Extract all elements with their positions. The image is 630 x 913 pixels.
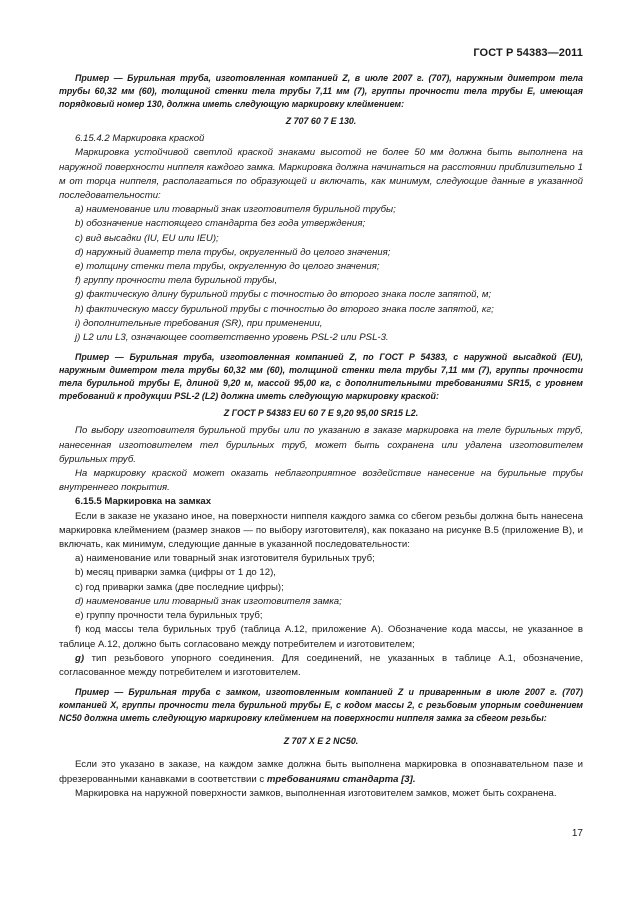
- list-item: g) фактическую длину бурильной трубы с точностью до второго знака после запятой, м;: [75, 289, 492, 301]
- list-item: c) вид высадки (IU, EU или IEU);: [75, 232, 219, 244]
- list-item: h) фактическую массу бурильной трубы с точностью до второго знака после запятой, кг;: [75, 303, 494, 315]
- example-3-marking: Z 707 X E 2 NC50.: [283, 736, 359, 747]
- example-1: Пример — Бурильная труба, изготовленная компанией Z, в июле 2007 г. (707), наружным диметром тела трубы 60,32 мм (60), толщиной стенки тела трубы 7,11 мм (7), группы прочности тела трубы E, имеющая порядковый номер 130, должна иметь следующую маркировку клеймением:: [59, 73, 583, 109]
- paragraph-identification-text: Если это указано в заказе, на каждом замке должна быть выполнена маркировка в опознавательном пазе и фрезерованными канавками в соответствии с: [59, 759, 583, 785]
- page-body: [59, 72, 583, 801]
- section-6-15-5-title: 6.15.5 Маркировка на замках: [75, 496, 212, 508]
- list-item: a) наименование или товарный знак изготовителя бурильных труб;: [75, 553, 375, 565]
- list-item-g: [59, 652, 583, 680]
- example-2: Пример — Бурильная труба, изготовленная компанией Z, по ГОСТ Р 54383, с наружной высадкой (EU), наружным диметром тела трубы 60,32 мм (60), толщиной стенки тела трубы 7,11 мм (7), группы прочности тела бурильной трубы E, длиной 9,20 м, массой 95,00 кг, с дополнительными требованиями SR15, с уровнем требований к продукции PSL-2 (L2) должна иметь следующую маркировку краской:: [59, 352, 583, 402]
- section-6-15-5-intro: Если в заказе не указано иное, на поверхности ниппеля каждого замка со сбегом резьбы должна быть нанесена маркировка клеймением (размер знаков — по выбору изготовителя), как показано на рисунке В.5 (приложение В), и включать, как минимум, следующие данные в указанной последовательности:: [59, 510, 583, 551]
- list-item: f) код массы тела бурильных труб (таблица А.12, приложение А). Обозначение кода массы, не указанное в таблице А.12, должно быть согласовано между потребителем и изготовителем;: [59, 624, 583, 650]
- list-item: d) наружный диаметр тела трубы, округленный до целого значения;: [75, 246, 391, 258]
- example-1-marking: Z 707 60 7 E 130.: [285, 116, 357, 126]
- list-item: f) группу прочности тела бурильной трубы,: [75, 275, 278, 287]
- list-item: e) толщину стенки тела трубы, округленную до целого значения;: [75, 261, 380, 273]
- list-item-g-lead: g): [75, 652, 85, 664]
- example-3: Пример — Бурильная труба с замком, изготовленным компанией Z и приваренным в июле 2007 г. (707) компанией X, группы прочности тела бурильной трубы E, с кодом массы 2, с резьбовым упорным соединением NC50 должна иметь следующую маркировку клеймением на поверхности ниппеля замка за сбегом резьбы:: [59, 687, 583, 724]
- list-item: c) год приварки замка (две последние цифры);: [75, 581, 284, 593]
- paragraph-choice: По выбору изготовителя бурильной трубы или по указанию в заказе маркировка на теле бурильных труб, нанесенная изготовителем тел бурильных труб, может быть сохранена или удалена изготовителем бурильных труб.: [59, 425, 583, 465]
- page-number: 17: [571, 828, 583, 839]
- list-item: i) дополнительные требования (SR), при применении,: [75, 317, 323, 329]
- standard-reference: требованиями стандарта [3].: [266, 773, 416, 785]
- section-6-15-4-2-title: 6.15.4.2 Маркировка краской: [75, 133, 205, 145]
- list-item: d) наименование или товарный знак изготовителя замка;: [75, 595, 342, 607]
- list-item: b) обозначение настоящего стандарта без года утверждения;: [75, 218, 366, 230]
- paragraph-paint: На маркировку краской может оказать неблагоприятное воздействие нанесение на бурильные трубы внутреннего покрытия.: [59, 468, 583, 494]
- list-item: a) наименование или товарный знак изготовителя бурильной трубы;: [75, 204, 396, 216]
- paragraph-outer-marking: Маркировка на наружной поверхности замков, выполненная изготовителем замков, может быть сохранена.: [75, 787, 557, 799]
- document-code: ГОСТ Р 54383—2011: [473, 47, 583, 59]
- example-2-marking: Z ГОСТ Р 54383 EU 60 7 E 9,20 95,00 SR15 L2.: [223, 408, 419, 419]
- list-item-g-text: тип резьбового упорного соединения. Для соединений, не указанных в таблице А.1, обозначение, согласованное между потребителем и изготовителем.: [59, 652, 583, 678]
- paragraph-identification: [59, 758, 583, 786]
- list-item: j) L2 или L3, означающее соответственно уровень PSL-2 или PSL-3.: [75, 332, 389, 344]
- list-item: e) группу прочности тела бурильных труб;: [75, 610, 263, 622]
- list-item: b) месяц приварки замка (цифры от 1 до 12),: [75, 567, 276, 579]
- section-6-15-4-2-intro: Маркировка устойчивой светлой краской знаками высотой не более 50 мм должна быть выполнена на наружной поверхности ниппеля каждого замка. Маркировка должна начинаться на расстоянии приблизительно 1 м от торца ниппеля, располагаться по образующей и включать, как минимум, следующие данные в указанной последовательности:: [59, 147, 583, 202]
